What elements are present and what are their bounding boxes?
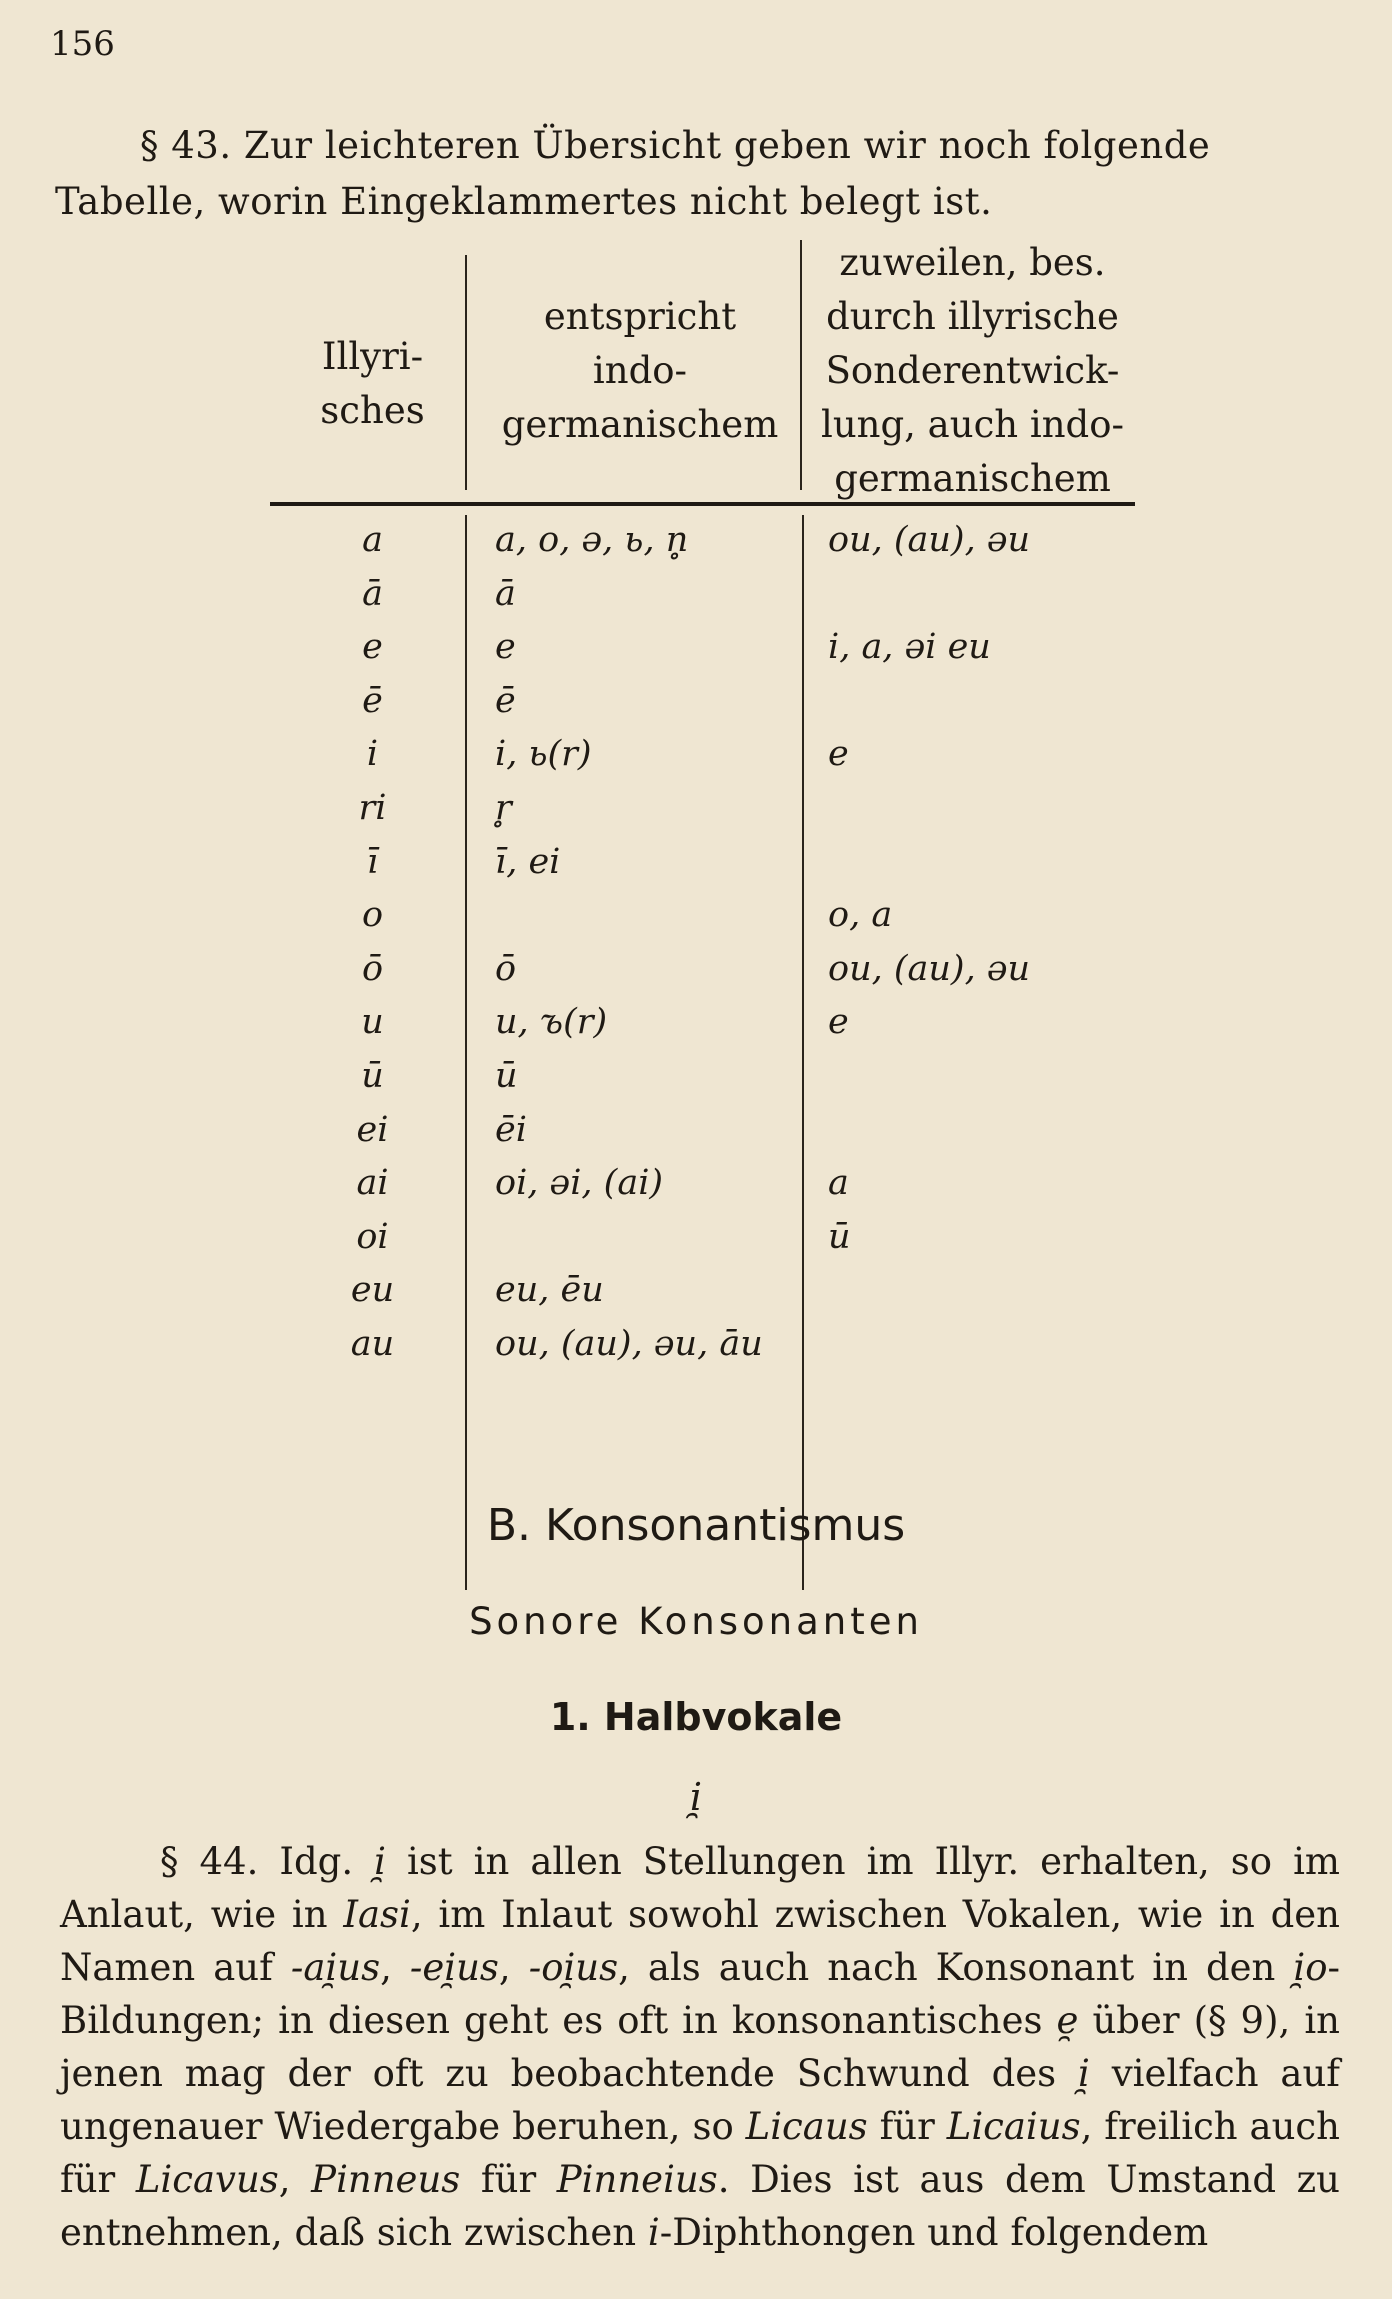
table-row xyxy=(270,834,1140,888)
text-run: , xyxy=(278,2158,312,2201)
table-row xyxy=(270,673,1140,727)
cell-illyrisch: a xyxy=(362,520,383,560)
cell-illyrisch: ei xyxy=(356,1109,389,1150)
cell-indogermanisch: ēi xyxy=(495,1109,527,1150)
cell-indogermanisch: r̥ xyxy=(495,787,512,828)
cell-illyrisch: o xyxy=(361,895,384,936)
cell-indogermanisch: i, ь(r) xyxy=(495,734,592,775)
table-row xyxy=(270,1102,1140,1156)
table-row xyxy=(270,887,1140,941)
cell-illyrisch: ā xyxy=(362,573,383,614)
cell-illyrisch: ai xyxy=(356,1163,389,1204)
table-row xyxy=(270,941,1140,995)
text-run: . Dies ist aus dem Umstand zu entnehmen, daß sich zwischen xyxy=(60,2158,1340,2254)
header-line: Illyri- xyxy=(321,335,424,378)
italic-run: i̯ xyxy=(374,1840,386,1883)
table-row xyxy=(270,1209,1140,1263)
cell-illyrisch: eu xyxy=(350,1270,395,1311)
header-line: durch illyrische xyxy=(826,295,1119,338)
cell-illyrisch: au xyxy=(350,1323,395,1364)
page-number: 156 xyxy=(50,24,115,64)
intro-paragraph: § 43. Zur leichteren Übersicht geben wir noch folgende Tabelle, worin Eingeklammertes nicht belegt ist. xyxy=(55,124,1211,223)
cell-indogermanisch: ā xyxy=(495,573,516,614)
cell-zuweilen: ū xyxy=(828,1216,851,1257)
italic-run: e̯ xyxy=(1056,1999,1079,2042)
cell-indogermanisch: ō xyxy=(495,948,517,989)
cell-zuweilen: e xyxy=(828,1002,849,1043)
text-run: über (§ 9), in jenen mag der oft zu beobachtende Schwund des xyxy=(60,1999,1340,2095)
header-line: germanischem xyxy=(501,403,779,446)
text-run: vielfach auf ungenauer Wiedergabe beruhen, so xyxy=(60,2052,1340,2148)
cell-zuweilen: ou, (au), əu xyxy=(828,948,1031,989)
italic-run: -ai̯us xyxy=(290,1946,381,1989)
cell-illyrisch: oi xyxy=(356,1216,389,1257)
cell-zuweilen: ou, (au), əu xyxy=(828,520,1031,560)
italic-run: Licaius xyxy=(946,2105,1081,2148)
cell-illyrisch: ī xyxy=(366,841,379,882)
table-row xyxy=(270,994,1140,1048)
header-line: germanischem xyxy=(834,457,1111,500)
table-row xyxy=(270,726,1140,780)
text-run: -Bildungen; in diesen geht es oft in konsonantisches xyxy=(60,1946,1340,2042)
italic-run: Iasi xyxy=(343,1893,411,1936)
italic-run: -ei̯us xyxy=(409,1946,499,1989)
header-line: lung, auch indo- xyxy=(820,403,1125,446)
table-row xyxy=(270,780,1140,834)
table-row xyxy=(270,1048,1140,1102)
italic-run: i xyxy=(647,2211,660,2254)
text-run: , xyxy=(498,1946,529,1989)
italic-run: Pinneius xyxy=(556,2158,718,2201)
cell-indogermanisch: e xyxy=(495,627,516,668)
italic-run: i̯o xyxy=(1293,1946,1328,1989)
cell-indogermanisch: eu, ēu xyxy=(495,1270,604,1311)
text-run: ist in allen Stellungen im Illyr. erhalten, so im Anlaut, wie in xyxy=(60,1840,1340,1936)
table-row xyxy=(270,1316,1140,1370)
table-row xyxy=(270,1262,1140,1316)
section-letter: i̯ xyxy=(689,1775,703,1819)
table-row xyxy=(270,1155,1140,1209)
cell-indogermanisch: ū xyxy=(495,1055,518,1096)
section-subtitle: Sonore Konsonanten xyxy=(469,1600,923,1643)
header-line: Sonderentwick- xyxy=(825,349,1120,392)
header-zuweilen xyxy=(805,236,1140,501)
text-run: , im Inlaut sowohl zwischen Vokalen, wie in den Namen auf xyxy=(60,1893,1340,1989)
italic-run: Licaus xyxy=(745,2105,868,2148)
table-row xyxy=(270,512,1140,566)
text-run: -Diphthongen und folgendem xyxy=(659,2211,1209,2254)
table-row xyxy=(270,619,1140,673)
header-line: indo- xyxy=(592,349,688,392)
cell-illyrisch: e xyxy=(362,627,383,668)
italic-run: Pinneus xyxy=(311,2158,461,2201)
header-rule xyxy=(270,502,1135,506)
text-run: , als auch nach Konsonant in den xyxy=(618,1946,1294,1989)
table-body xyxy=(270,512,1140,1370)
text-run: , xyxy=(380,1946,410,1989)
column-divider xyxy=(800,240,802,490)
italic-run: i̯ xyxy=(1078,2052,1090,2095)
column-divider xyxy=(465,255,467,490)
cell-illyrisch: ō xyxy=(361,948,384,989)
cell-indogermanisch: u, ъ(r) xyxy=(495,1002,608,1043)
cell-illyrisch: i xyxy=(366,734,379,775)
italic-run: -oi̯us xyxy=(528,1946,619,1989)
paragraph-44 xyxy=(60,1835,1340,2259)
cell-zuweilen: a xyxy=(828,1163,849,1204)
cell-indogermanisch: oi, əi, (ai) xyxy=(495,1163,664,1204)
header-line: sches xyxy=(320,389,425,432)
section-title: B. Konsonantismus xyxy=(486,1500,906,1551)
italic-run: Licavus xyxy=(135,2158,279,2201)
table-row xyxy=(270,566,1140,620)
cell-indogermanisch: ē xyxy=(495,680,516,721)
cell-zuweilen: o, a xyxy=(828,895,893,936)
cell-zuweilen: e xyxy=(828,734,849,775)
cell-indogermanisch: ou, (au), əu, āu xyxy=(495,1323,763,1364)
text-run: § 44. Idg. xyxy=(160,1840,375,1883)
section-heading: 1. Halbvokale xyxy=(549,1695,843,1739)
cell-indogermanisch: ī, ei xyxy=(495,841,561,882)
cell-zuweilen: i, a, əi eu xyxy=(828,627,991,668)
text-run: für xyxy=(460,2158,557,2201)
text-run: , freilich auch für xyxy=(60,2105,1340,2201)
cell-indogermanisch: a, o, ə, ь, n̥ xyxy=(495,520,689,560)
cell-illyrisch: ri xyxy=(358,787,387,828)
cell-illyrisch: ū xyxy=(361,1055,384,1096)
header-line: zuweilen, bes. xyxy=(839,241,1106,284)
cell-illyrisch: u xyxy=(361,1002,384,1043)
header-line: entspricht xyxy=(543,295,737,338)
cell-illyrisch: ē xyxy=(362,680,383,721)
text-run: für xyxy=(867,2105,947,2148)
